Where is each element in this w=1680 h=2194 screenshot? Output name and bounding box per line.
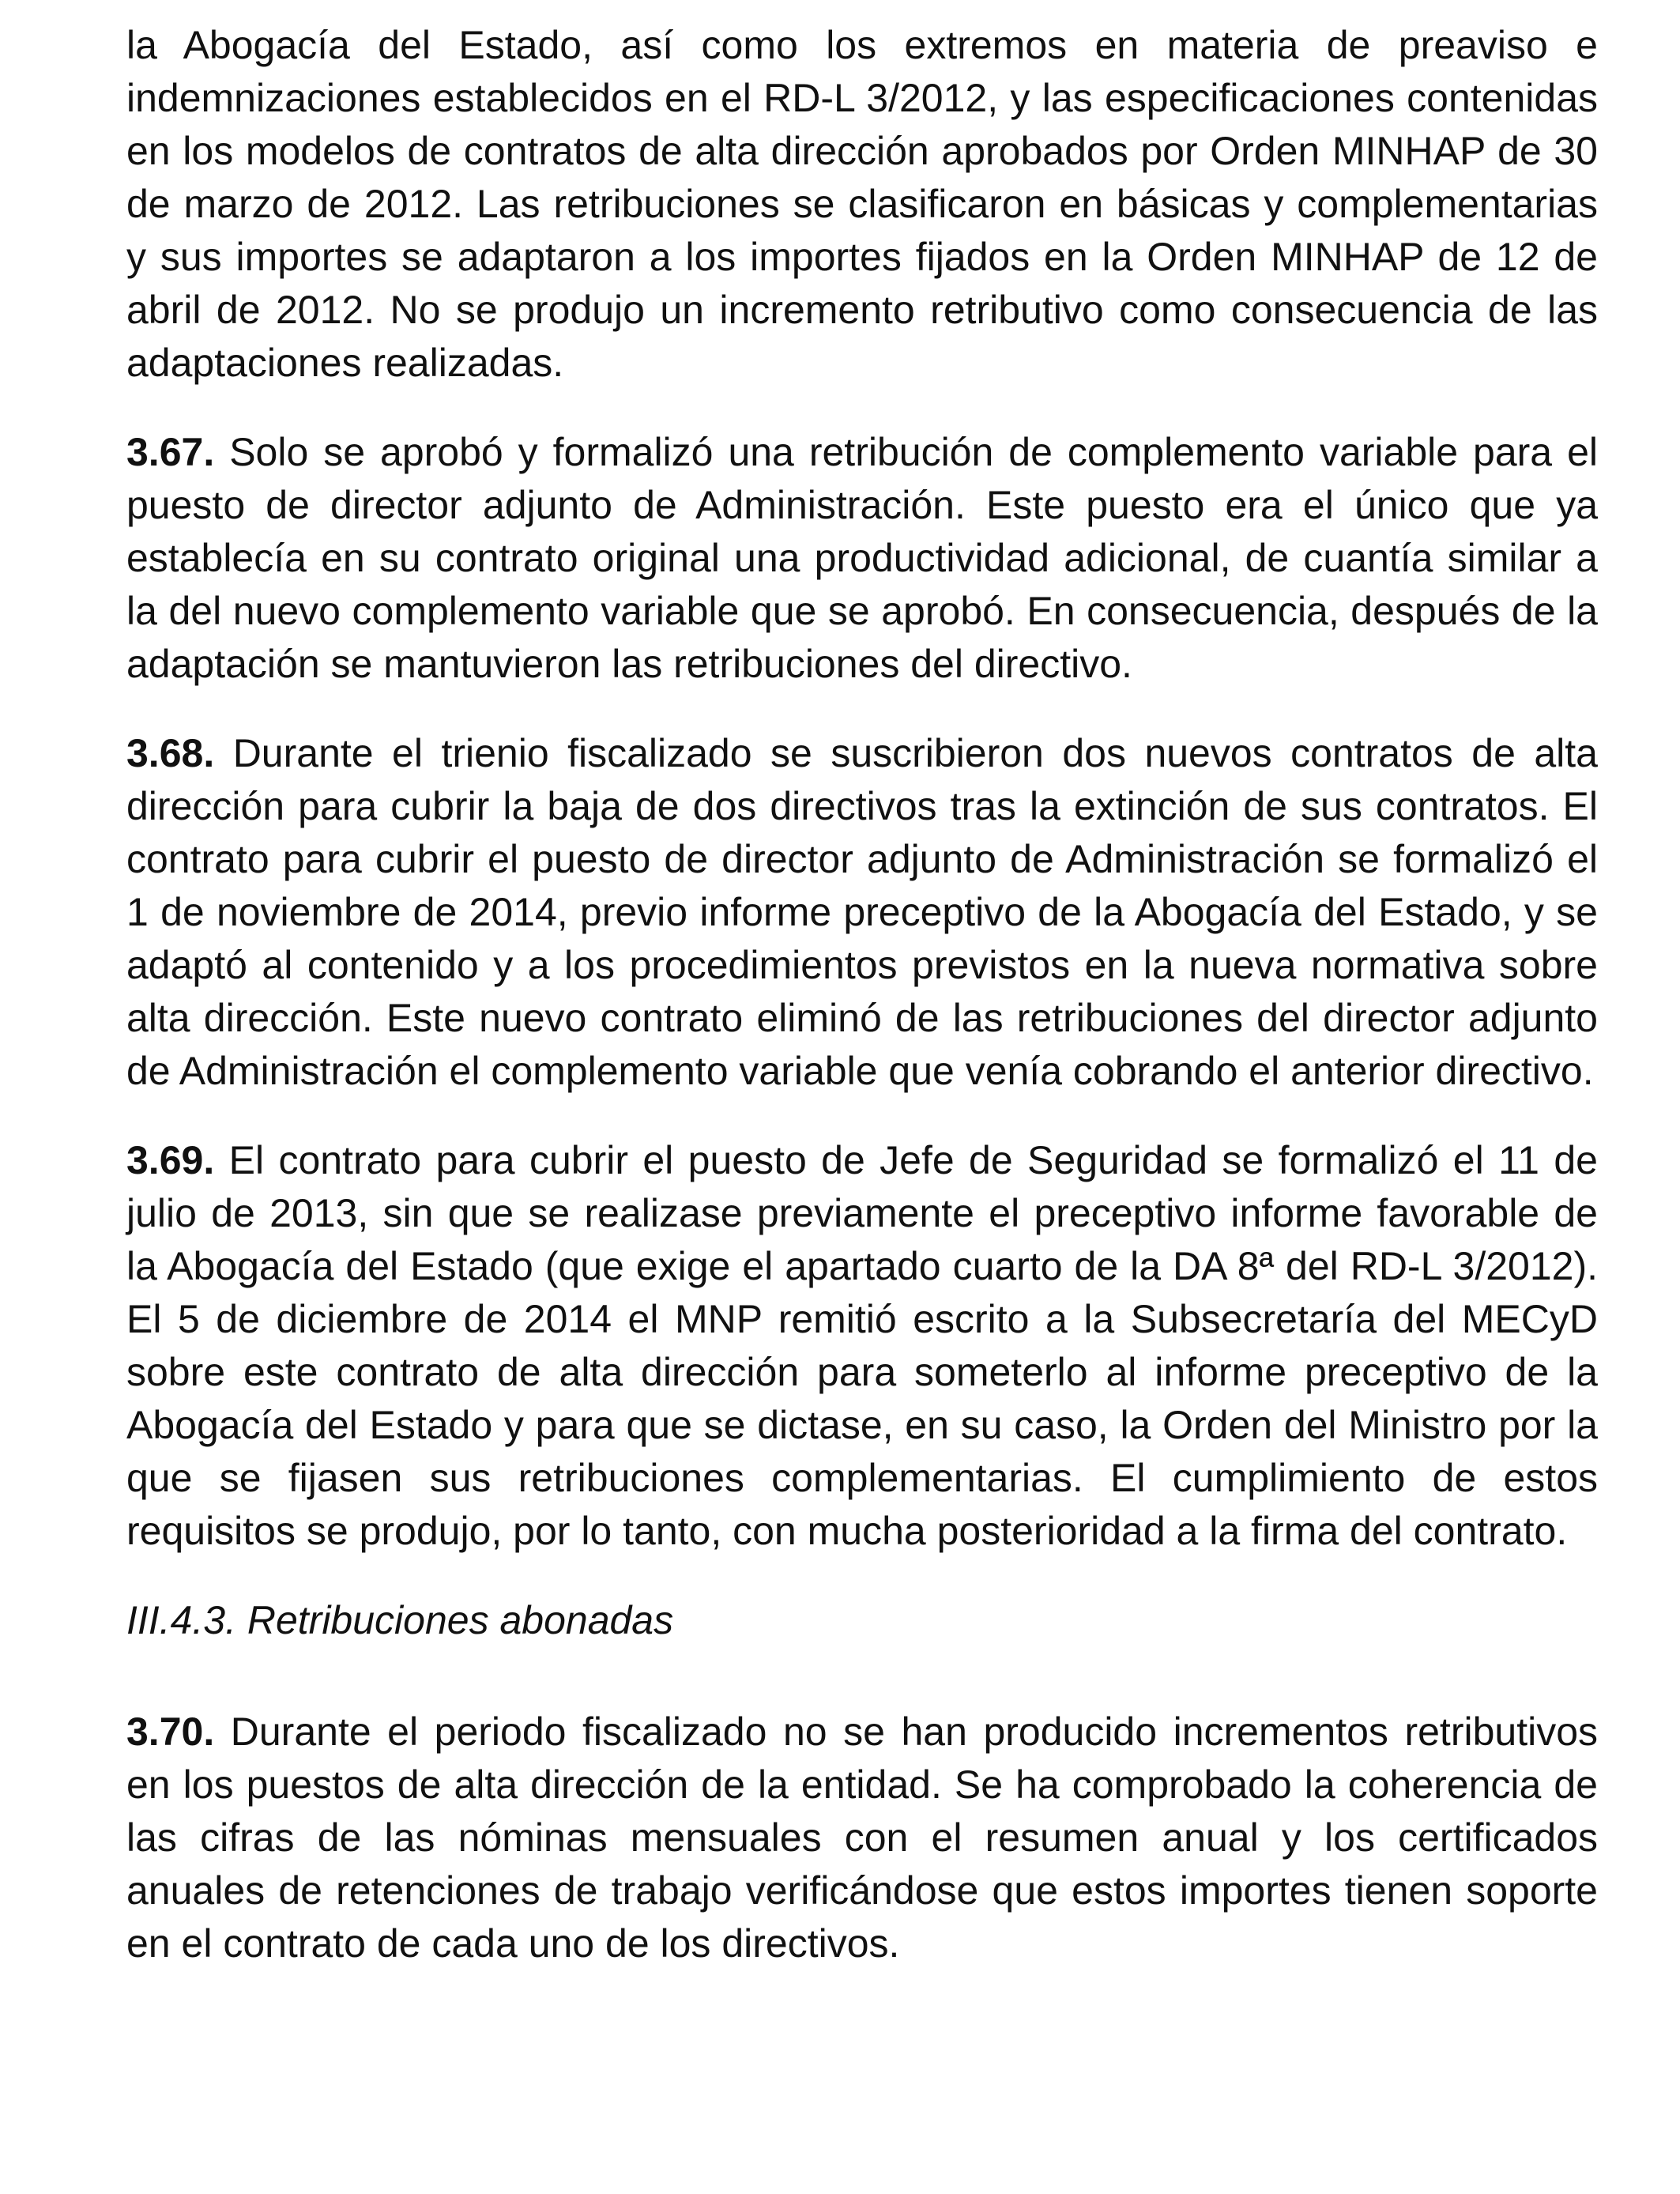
paragraph-3-68 [126, 727, 1598, 1098]
paragraph-text: El contrato para cubrir el puesto de Jefe de Seguridad se formalizó el 11 de julio de 2013, sin que se realizase previamente el preceptivo informe favorable de la Abogacía del Estado (que exige el apartado cuarto de la DA 8ª del RD-L 3/2012). El 5 de diciembre de 2014 el MNP remitió escrito a la Subsecretaría del MECyD sobre este contrato de alta dirección para someterlo al informe preceptivo de la Abogacía del Estado y para que se dictase, en su caso, la Orden del Ministro por la que se fijasen sus retribuciones complementarias. El cumplimiento de estos requisitos se produjo, por lo tanto, con mucha posterioridad a la firma del contrato. [126, 1138, 1598, 1553]
paragraph-text: Durante el periodo fiscalizado no se han producido incrementos retributivos en los puestos de alta dirección de la entidad. Se ha comprobado la coherencia de las cifras de las nóminas mensuales con el resumen anual y los certificados anuales de retenciones de trabajo verificándose que estos importes tienen soporte en el contrato de cada uno de los directivos. [126, 1710, 1598, 1966]
paragraph-number: 3.67. [126, 430, 215, 474]
paragraph-3-70 [126, 1706, 1598, 1970]
document-page [126, 19, 1598, 2007]
paragraph-3-67 [126, 426, 1598, 691]
paragraph-number: 3.69. [126, 1138, 215, 1182]
paragraph-continuation [126, 19, 1598, 390]
paragraph-3-69 [126, 1134, 1598, 1558]
paragraph-text: Solo se aprobó y formalizó una retribución de complemento variable para el puesto de director adjunto de Administración. Este puesto era el único que ya establecía en su contrato original una productividad adicional, de cuantía similar a la del nuevo complemento variable que se aprobó. En consecuencia, después de la adaptación se mantuvieron las retribuciones del directivo. [126, 430, 1598, 686]
section-heading: III.4.3. Retribuciones abonadas [126, 1598, 674, 1642]
paragraph-number: 3.70. [126, 1710, 215, 1754]
paragraph-text: la Abogacía del Estado, así como los extremos en materia de preaviso e indemnizaciones establecidos en el RD-L 3/2012, y las especificaciones contenidas en los modelos de contratos de alta dirección aprobados por Orden MINHAP de 30 de marzo de 2012. Las retribuciones se clasificaron en básicas y complementarias y sus importes se adaptaron a los importes fijados en la Orden MINHAP de 12 de abril de 2012. No se produjo un incremento retributivo como consecuencia de las adaptaciones realizadas. [126, 23, 1598, 385]
paragraph-text: Durante el trienio fiscalizado se suscribieron dos nuevos contratos de alta dirección para cubrir la baja de dos directivos tras la extinción de sus contratos. El contrato para cubrir el puesto de director adjunto de Administración se formalizó el 1 de noviembre de 2014, previo informe preceptivo de la Abogacía del Estado, y se adaptó al contenido y a los procedimientos previstos en la nueva normativa sobre alta dirección. Este nuevo contrato eliminó de las retribuciones del director adjunto de Administración el complemento variable que venía cobrando el anterior directivo. [126, 731, 1598, 1093]
paragraph-number: 3.68. [126, 731, 215, 775]
